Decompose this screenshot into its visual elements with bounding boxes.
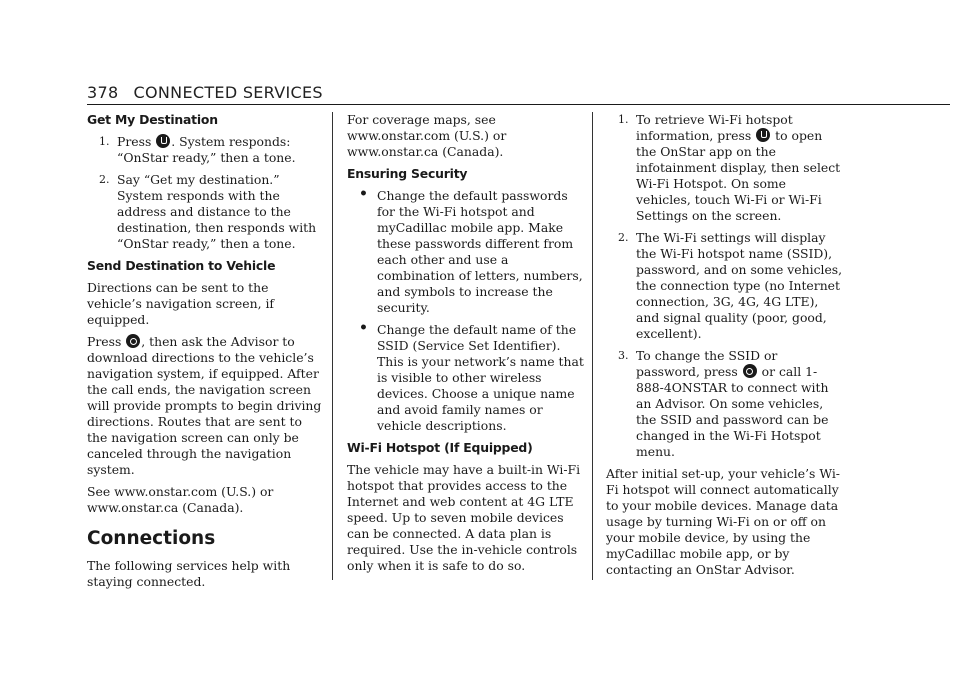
list-item bbox=[347, 322, 585, 434]
list-item bbox=[606, 348, 844, 460]
step-text: To change the SSID or password, press bbox=[636, 348, 778, 379]
bullet-mark: • bbox=[359, 320, 368, 336]
voice-button-icon bbox=[756, 128, 770, 142]
column-2 bbox=[347, 112, 585, 580]
paragraph: The following services help with staying connected. bbox=[87, 558, 291, 589]
column-divider bbox=[592, 112, 593, 580]
paragraph: Directions can be sent to the vehicle’s navigation screen, if equipped. bbox=[87, 280, 275, 327]
paragraph-text: Press bbox=[87, 334, 122, 349]
section-title: CONNECTED SERVICES bbox=[133, 83, 323, 102]
paragraph-text: , then ask the Advisor to download directions to the vehicle’s navigation system, if equipped. After the call ends, the navigation screen will provide prompts to begin driving directions. Routes that are sent to the navigation screen can only be canceled through the navigation system. bbox=[87, 334, 322, 477]
step-text: To retrieve Wi-Fi hotspot information, press bbox=[636, 112, 793, 143]
paragraph: For coverage maps, see www.onstar.com (U.S.) or www.onstar.ca (Canada). bbox=[347, 112, 507, 159]
column-divider bbox=[332, 112, 333, 580]
onstar-button-icon bbox=[743, 364, 757, 378]
step-text: Say “Get my destination.” System responds with the address and distance to the destination, then responds with “OnStar ready,” then a tone. bbox=[117, 172, 317, 251]
onstar-button-icon bbox=[126, 334, 140, 348]
paragraph: After initial set-up, your vehicle’s Wi-Fi hotspot will connect automatically to your mobile devices. Manage data usage by turning Wi-Fi on or off on your mobile device, by using the myCadillac mobile app, or by contacting an OnStar Advisor. bbox=[606, 466, 840, 577]
list-item bbox=[606, 112, 844, 224]
heading-send-destination: Send Destination to Vehicle bbox=[87, 258, 276, 273]
step-number: 2. bbox=[618, 231, 629, 244]
step-number: 3. bbox=[618, 349, 629, 362]
step-text: The Wi-Fi settings will display the Wi-Fi hotspot name (SSID), password, and on some vehicles, the connection type (no Internet connection, 3G, 4G, 4G LTE), and signal quality (poor, good, excellent). bbox=[636, 230, 843, 341]
step-text: . System responds: “OnStar ready,” then a tone. bbox=[117, 134, 296, 165]
step-text: to open the OnStar app on the infotainment display, then select Wi-Fi Hotspot. On some vehicles, touch Wi-Fi or Wi-Fi Settings on the screen. bbox=[636, 128, 841, 223]
list-item bbox=[347, 188, 585, 316]
list-item bbox=[606, 230, 844, 342]
column-1 bbox=[87, 112, 325, 596]
paragraph: The vehicle may have a built-in Wi-Fi hotspot that provides access to the Internet and web content at 4G LTE speed. Up to seven mobile devices can be connected. A data plan is required. Use the in-vehicle controls only when it is safe to do so. bbox=[347, 462, 581, 573]
paragraph: See www.onstar.com (U.S.) or www.onstar.ca (Canada). bbox=[87, 484, 274, 515]
heading-connections: Connections bbox=[87, 528, 216, 549]
step-number: 1. bbox=[99, 135, 110, 148]
page-number: 378 bbox=[87, 83, 119, 102]
voice-button-icon bbox=[156, 134, 170, 148]
step-text: or call 1-888-4ONSTAR to connect with an Advisor. On some vehicles, the SSID and password can be changed in the Wi-Fi Hotspot menu. bbox=[636, 364, 829, 459]
step-number: 2. bbox=[99, 173, 110, 186]
step-number: 1. bbox=[618, 113, 629, 126]
list-item bbox=[87, 134, 325, 166]
heading-ensuring-security: Ensuring Security bbox=[347, 166, 468, 181]
get-destination-steps bbox=[87, 134, 325, 252]
page-header bbox=[87, 82, 950, 105]
wifi-steps bbox=[606, 112, 844, 460]
heading-get-my-destination: Get My Destination bbox=[87, 112, 218, 127]
column-3 bbox=[606, 112, 844, 584]
heading-wifi-hotspot: Wi-Fi Hotspot (If Equipped) bbox=[347, 440, 533, 455]
list-item bbox=[87, 172, 325, 252]
bullet-mark: • bbox=[359, 186, 368, 202]
bullet-text: Change the default name of the SSID (Service Set Identifier). This is your network’s name that is visible to other wireless devices. Choose a unique name and avoid family names or vehicle descriptions. bbox=[377, 322, 584, 433]
step-text: Press bbox=[117, 134, 152, 149]
security-bullets bbox=[347, 188, 585, 434]
bullet-text: Change the default passwords for the Wi-Fi hotspot and myCadillac mobile app. Make these passwords different from each other and use a combination of letters, numbers, and symbols to increase the security. bbox=[377, 188, 583, 315]
paragraph bbox=[87, 334, 325, 478]
